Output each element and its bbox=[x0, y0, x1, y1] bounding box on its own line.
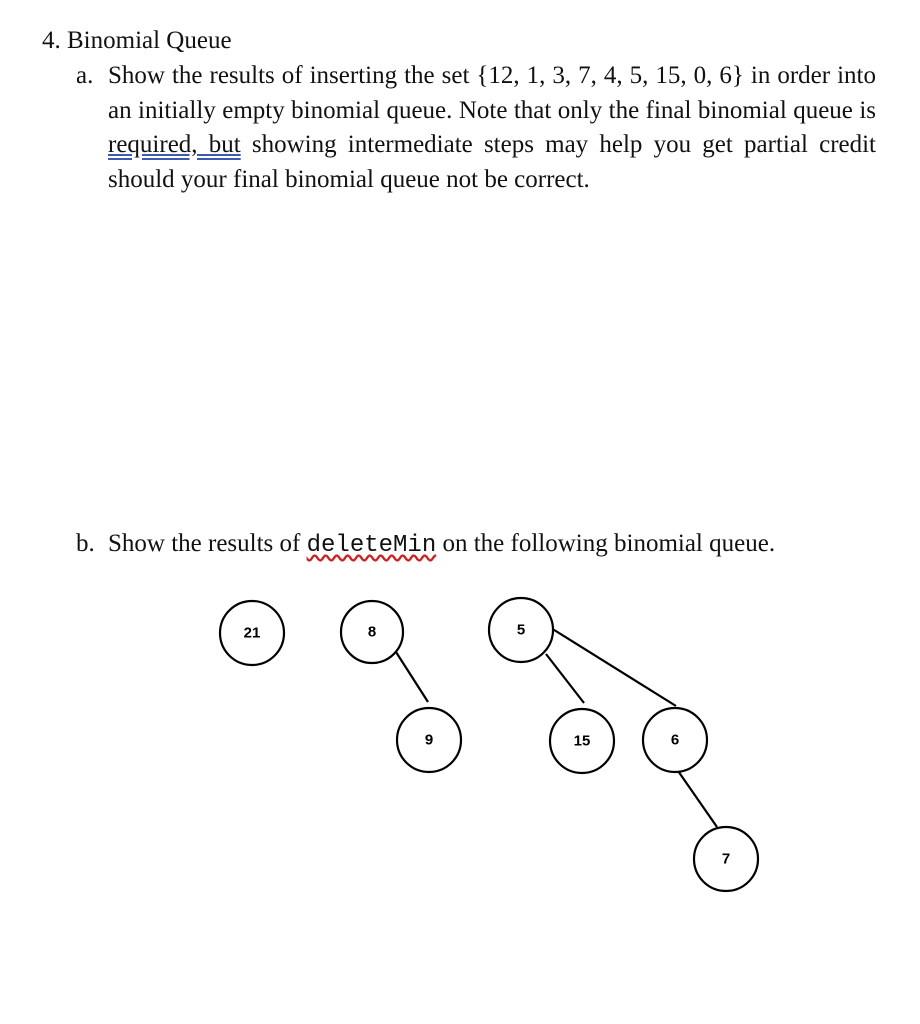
part-a-text-end: showing intermediate steps may help you get partial credit should your final binomial queue not be correct. bbox=[108, 131, 877, 193]
required-phrase: required, but bbox=[108, 131, 241, 158]
tree-node-15 bbox=[550, 709, 614, 773]
part-a-text-start: Show the results of inserting the set bbox=[108, 62, 477, 89]
node-label-8: 8 bbox=[367, 623, 377, 641]
delete-min-code: deleteMin bbox=[306, 532, 437, 559]
node-label-9: 9 bbox=[424, 731, 434, 749]
tree-node-9 bbox=[397, 708, 461, 772]
edge-5-15 bbox=[546, 654, 584, 703]
part-a-marker: a. bbox=[76, 62, 94, 89]
tree-node-5 bbox=[489, 598, 553, 662]
part-a-text-middle: in order into an initially empty binomial queue. Note that only the final binomial queue is bbox=[108, 62, 876, 124]
part-b-marker: b. bbox=[76, 530, 95, 557]
node-label-7: 7 bbox=[721, 850, 731, 868]
edge-5-6 bbox=[551, 628, 676, 706]
part-b-text-end: on the following binomial queue. bbox=[436, 530, 776, 557]
node-label-6: 6 bbox=[670, 731, 680, 749]
tree-node-8 bbox=[341, 601, 403, 663]
insert-set: {12, 1, 3, 7, 4, 5, 15, 0, 6} bbox=[476, 62, 744, 89]
node-label-15: 15 bbox=[573, 732, 591, 750]
tree-node-21 bbox=[220, 601, 284, 665]
edge-6-7 bbox=[676, 768, 717, 827]
tree-node-7 bbox=[694, 827, 758, 891]
tree-node-6 bbox=[643, 708, 707, 772]
question-heading: 4. Binomial Queue bbox=[42, 27, 232, 54]
node-label-21: 21 bbox=[243, 624, 261, 642]
node-label-5: 5 bbox=[516, 621, 526, 639]
part-b-text-start: Show the results of bbox=[108, 530, 307, 557]
edge-8-9 bbox=[396, 652, 428, 702]
